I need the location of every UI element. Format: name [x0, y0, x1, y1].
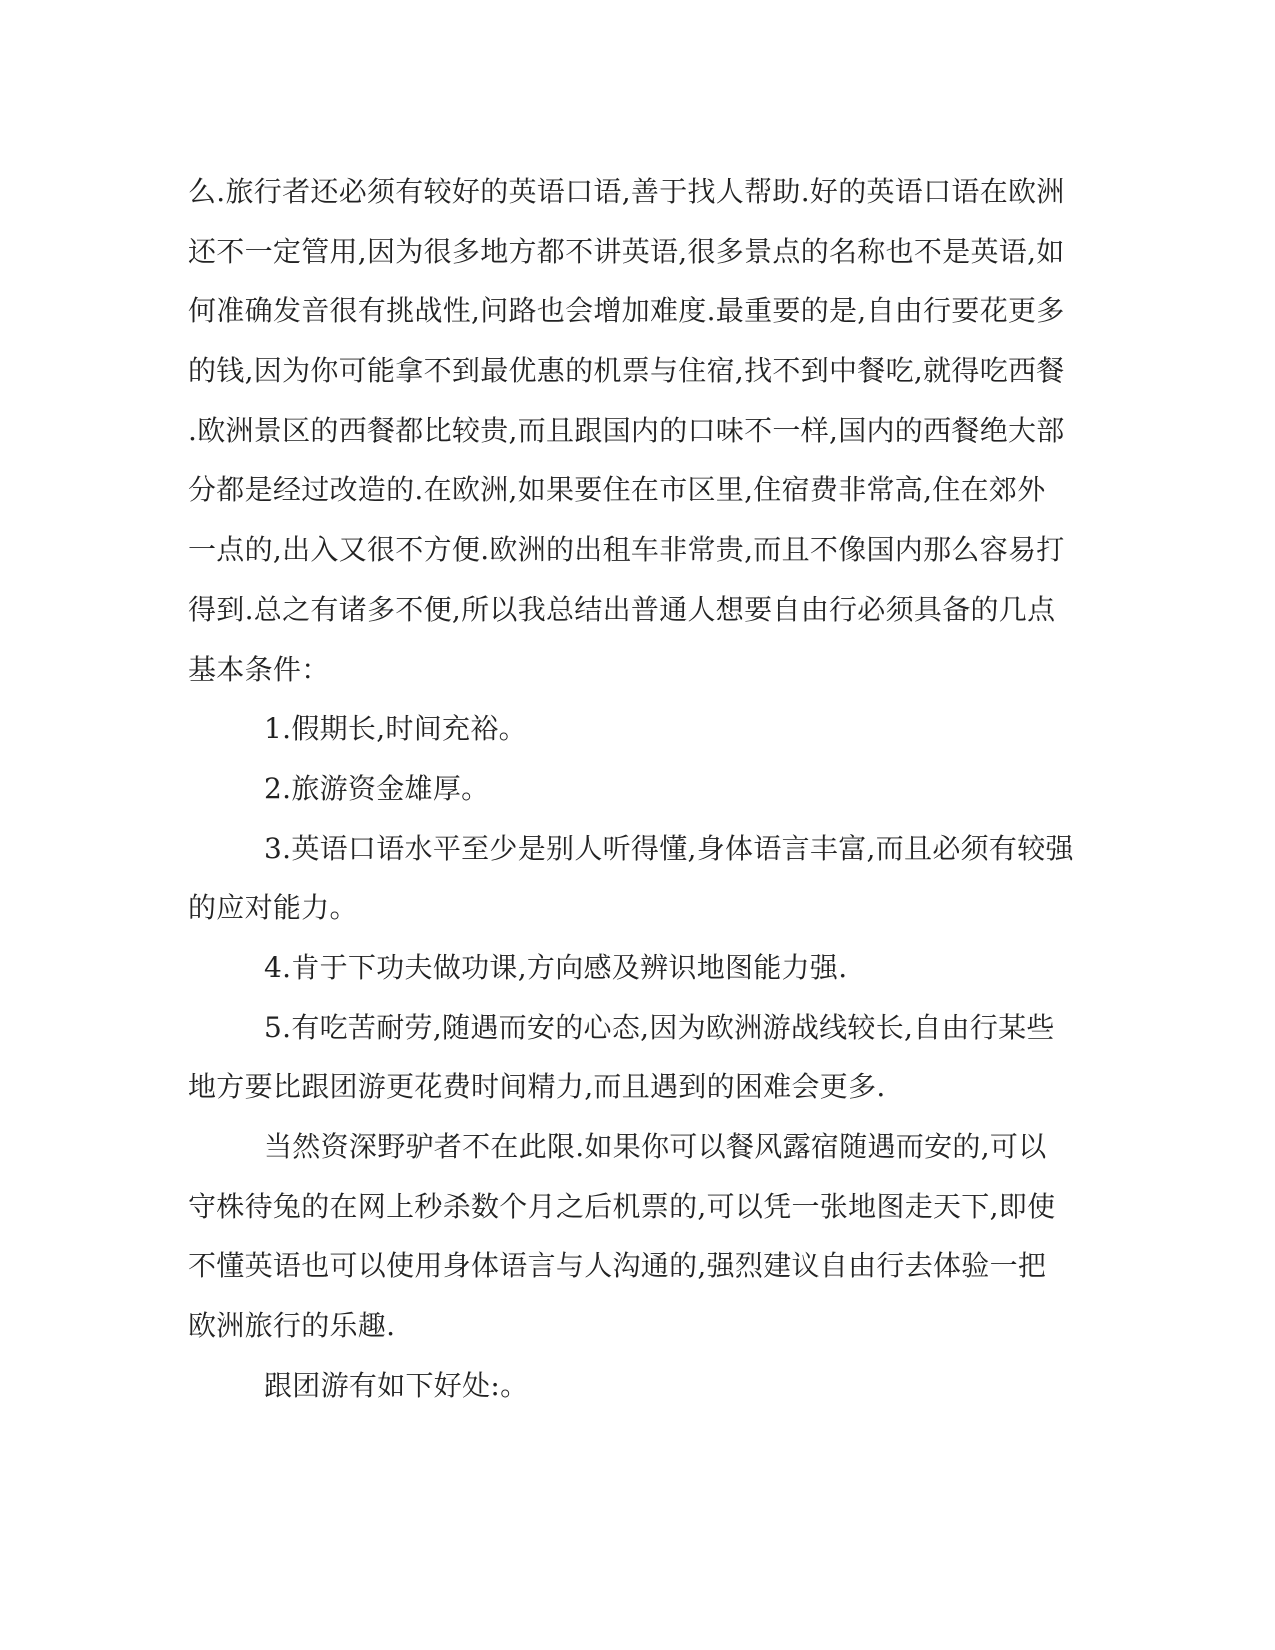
text-line: 的应对能力。	[188, 891, 358, 925]
paragraph-start: 跟团游有如下好处:。	[264, 1368, 529, 1402]
list-item-3: 3.英语口语水平至少是别人听得懂,身体语言丰富,而且必须有较强	[264, 831, 1074, 865]
text-line: 欧洲旅行的乐趣.	[188, 1309, 396, 1343]
text-line: 的钱,因为你可能拿不到最优惠的机票与住宿,找不到中餐吃,就得吃西餐	[188, 354, 1065, 388]
text-line: 还不一定管用,因为很多地方都不讲英语,很多景点的名称也不是英语,如	[188, 234, 1065, 268]
paragraph-start: 当然资深野驴者不在此限.如果你可以餐风露宿随遇而安的,可以	[264, 1130, 1047, 1163]
text-line: 何准确发音很有挑战性,问路也会增加难度.最重要的是,自由行要花更多	[188, 294, 1065, 328]
list-item-1: 1.假期长,时间充裕。	[264, 712, 527, 746]
document-body	[188, 162, 1074, 1415]
list-item-4: 4.肯于下功夫做功课,方向感及辨识地图能力强.	[264, 950, 848, 984]
text-line: 一点的,出入又很不方便.欧洲的出租车非常贵,而且不像国内那么容易打	[188, 533, 1065, 567]
list-item-5: 5.有吃苦耐劳,随遇而安的心态,因为欧洲游战线较长,自由行某些	[264, 1010, 1055, 1044]
text-line: 得到.总之有诸多不便,所以我总结出普通人想要自由行必须具备的几点	[188, 592, 1056, 626]
text-line: 不懂英语也可以使用身体语言与人沟通的,强烈建议自由行去体验一把	[188, 1249, 1047, 1283]
text-line: 守株待兔的在网上秒杀数个月之后机票的,可以凭一张地图走天下,即使	[188, 1189, 1056, 1223]
text-line: 分都是经过改造的.在欧洲,如果要住在市区里,住宿费非常高,住在郊外	[188, 473, 1046, 507]
list-item-2: 2.旅游资金雄厚。	[264, 771, 490, 805]
text-line: 么.旅行者还必须有较好的英语口语,善于找人帮助.好的英语口语在欧洲	[188, 175, 1065, 208]
text-line: .欧洲景区的西餐都比较贵,而且跟国内的口味不一样,国内的西餐绝大部	[188, 413, 1065, 447]
text-line: 基本条件：	[188, 652, 330, 686]
text-line: 地方要比跟团游更花费时间精力,而且遇到的困难会更多.	[188, 1070, 886, 1104]
